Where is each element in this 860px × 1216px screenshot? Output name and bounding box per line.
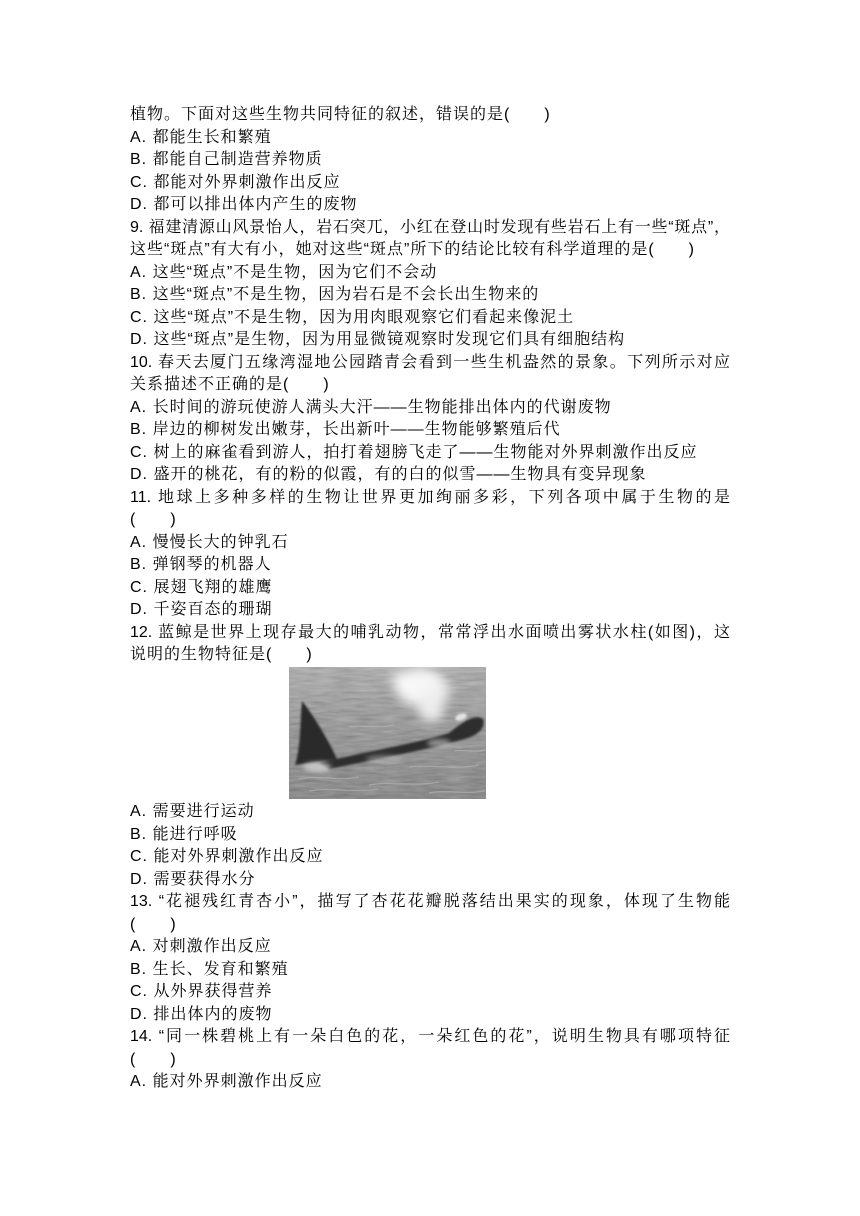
question-9-option-a: A. 这些“斑点”不是生物，因为它们不会动	[130, 263, 438, 281]
question-12-stem-line: 说明的生物特征是( )	[130, 646, 313, 663]
question-13-stem-line: 13. “花褪残红青杏小”，描写了杏花花瓣脱落结出果实的现象，体现了生物能	[130, 893, 730, 910]
question-10-option-c: C. 树上的麻雀看到游人，拍打着翅膀飞走了——生物能对外界刺激作出反应	[130, 443, 698, 461]
question-11-stem-line: 11. 地球上多种多样的生物让世界更加绚丽多彩，下列各项中属于生物的是	[130, 488, 730, 506]
question-13-stem-line: ( )	[130, 915, 177, 933]
question-13-option-d: D. 排出体内的废物	[130, 1005, 273, 1023]
question-11-option-d: D. 千姿百态的珊瑚	[130, 601, 273, 618]
question-9-option-c: C. 这些“斑点”不是生物，因为用肉眼观察它们看起来像泥土	[130, 308, 575, 326]
question-13-option-a: A. 对刺激作出反应	[130, 938, 272, 955]
question-13-option-b: B. 生长、发育和繁殖	[130, 960, 289, 978]
question-8-option-d: D. 都可以排出体内产生的废物	[130, 196, 358, 213]
question-10-stem-line: 关系描述不正确的是( )	[130, 376, 330, 393]
whale-figure	[289, 667, 486, 799]
question-9-option-b: B. 这些“斑点”不是生物，因为岩石是不会长出生物来的	[130, 286, 540, 303]
question-10-option-d: D. 盛开的桃花，有的粉的似霞，有的白的似雪——生物具有变异现象	[130, 466, 647, 483]
question-8-option-a: A. 都能生长和繁殖	[130, 128, 272, 146]
question-11-option-c: C. 展翅飞翔的雄鹰	[130, 578, 273, 596]
question-14-option-a: A. 能对外界刺激作出反应	[130, 1073, 323, 1090]
question-8-stem-line: 植物。下面对这些生物共同特征的叙述，错误的是( )	[130, 106, 551, 123]
question-13-option-c: C. 从外界获得营养	[130, 983, 273, 1000]
question-10-option-b: B. 岸边的柳树发出嫩芽，长出新叶——生物能够繁殖后代	[130, 421, 561, 438]
question-14-stem-line: ( )	[130, 1050, 177, 1068]
question-8-option-b: B. 都能自己制造营养物质	[130, 151, 323, 168]
question-12-option-c: C. 能对外界刺激作出反应	[130, 848, 324, 865]
question-11-option-b: B. 弹钢琴的机器人	[130, 556, 272, 573]
question-10-option-a: A. 长时间的游玩使游人满头大汗——生物能排出体内的代谢废物	[130, 398, 612, 416]
question-8-option-c: C. 都能对外界刺激作出反应	[130, 173, 341, 191]
question-list	[130, 104, 730, 1094]
question-12-option-b: B. 能进行呼吸	[130, 825, 238, 843]
question-9-option-d: D. 这些“斑点”是生物，因为用显微镜观察时发现它们具有细胞结构	[130, 331, 626, 348]
question-12-option-a: A. 需要进行运动	[130, 803, 255, 820]
question-12-option-d: D. 需要获得水分	[130, 870, 256, 888]
question-11-option-a: A. 慢慢长大的钟乳石	[130, 533, 289, 551]
question-9-stem-line: 这些“斑点”有大有小，她对这些“斑点”所下的结论比较有科学道理的是( )	[130, 241, 695, 258]
question-11-stem-line: ( )	[130, 511, 177, 528]
question-9-stem-line: 9. 福建清源山风景怡人，岩石突兀，小红在登山时发现有些岩石上有一些“斑点”，	[130, 218, 730, 236]
question-12-stem-line: 12. 蓝鲸是世界上现存最大的哺乳动物，常常浮出水面喷出雾状水柱(如图)，这	[130, 623, 730, 641]
question-10-stem-line: 10. 春天去厦门五缘湾湿地公园踏青会看到一些生机盎然的景象。下列所示对应	[130, 353, 730, 371]
question-14-stem-line: 14. “同一株碧桃上有一朵白色的花，一朵红色的花”，说明生物具有哪项特征	[130, 1028, 730, 1045]
whale-photo	[289, 667, 486, 799]
